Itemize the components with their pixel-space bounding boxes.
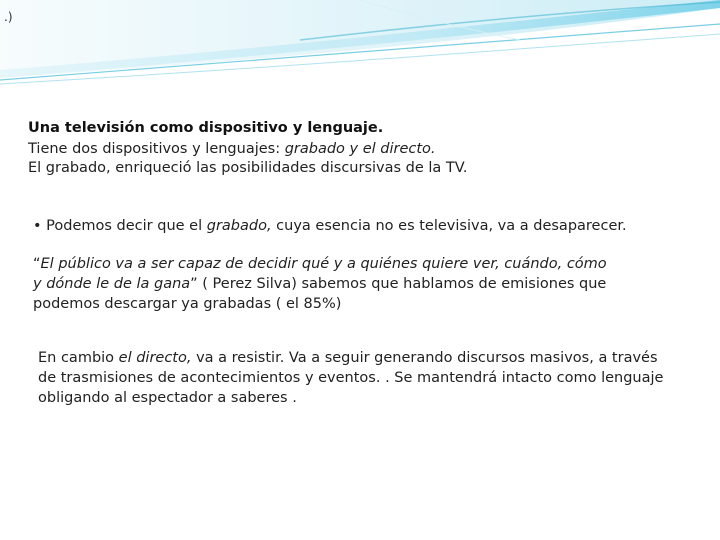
quote-emphasis-row-1: El público va a ser capaz de decidir qué y a quiénes quiere ver, cuándo, cómo	[40, 256, 607, 272]
directo-emphasis: el directo,	[118, 350, 192, 366]
quote-row-2	[33, 274, 693, 294]
intro-line-2: El grabado, enriqueció las posibilidades discursivas de la TV.	[28, 160, 468, 176]
directo-row-3: obligando al espectador a saberes .	[38, 390, 297, 406]
directo-row-2: de trasmisiones de acontecimientos y eventos. . Se mantendrá intacto como lenguaje	[38, 370, 664, 386]
directo-text-post: va a resistir. Va a seguir generando discursos masivos, a través	[191, 350, 658, 366]
quote-open-mark: “	[33, 256, 41, 272]
slide-title: Una televisión como dispositivo y lenguaje.	[28, 120, 384, 136]
bullet-paragraph	[33, 216, 627, 236]
bullet-text-pre: • Podemos decir que el	[33, 218, 207, 234]
directo-paragraph	[38, 348, 718, 408]
quote-row-1	[33, 254, 693, 274]
directo-text-pre: En cambio	[38, 350, 119, 366]
intro-line-1-emphasis: grabado y el directo.	[284, 141, 436, 157]
intro-line-1-text: Tiene dos dispositivos y lenguajes:	[28, 141, 285, 157]
quote-paragraph	[33, 254, 693, 314]
corner-mark: .)	[4, 10, 13, 24]
quote-row-3: podemos descargar ya grabadas ( el 85%)	[33, 296, 342, 312]
bullet-emphasis: grabado,	[206, 218, 272, 234]
quote-emphasis-row-2: y dónde le de la gana	[33, 276, 191, 292]
decorative-wave-banner	[0, 0, 720, 100]
bullet-text-post: cuya esencia no es televisiva, va a desaparecer.	[271, 218, 627, 234]
intro-line-1	[28, 141, 436, 157]
directo-row-1	[38, 348, 718, 368]
quote-citation: ” ( Perez Silva) sabemos que hablamos de emisiones que	[190, 276, 607, 292]
